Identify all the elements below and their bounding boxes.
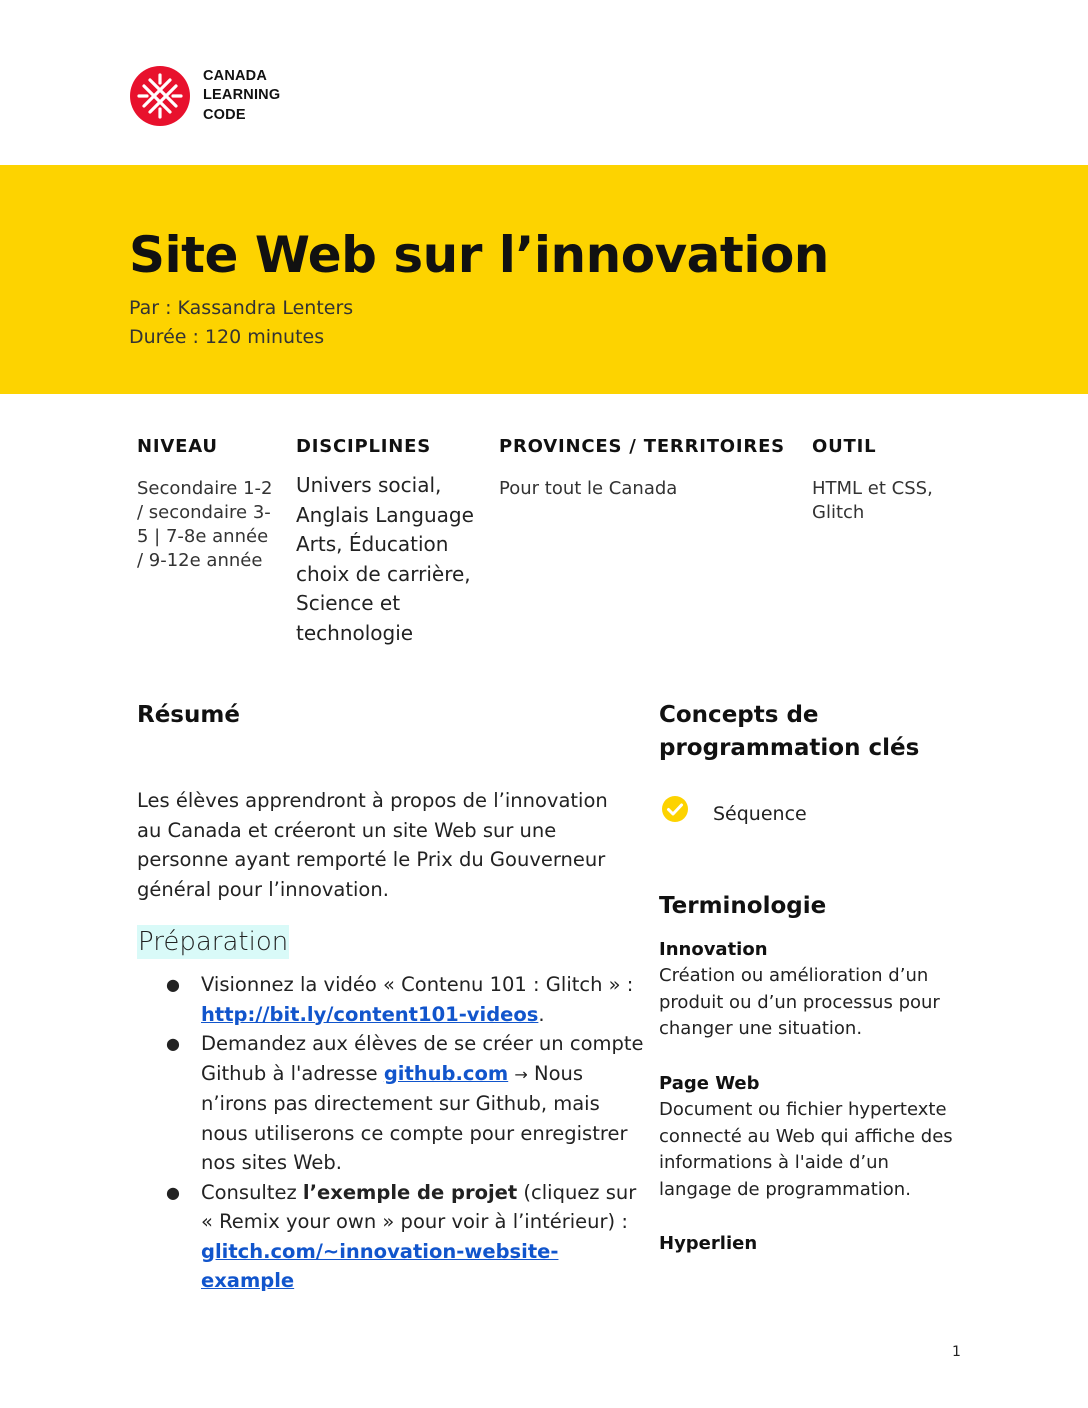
item-text: Demandez aux élèves de se créer un compte Github à l'adresse	[201, 1032, 644, 1085]
disciplines-value: Univers social, Anglais Language Arts, Éducation choix de carrière, Science et technologie	[296, 473, 474, 645]
concept-label: Séquence	[713, 803, 807, 825]
disciplines-heading: DISCIPLINES	[296, 436, 431, 457]
bullet-icon: ●	[166, 1034, 180, 1053]
term-item	[659, 937, 959, 1043]
item-text: (cliquez sur « Remix your own » pour voir à l’intérieur) :	[201, 1180, 637, 1233]
check-circle-icon	[659, 796, 691, 828]
logo-wordmark	[203, 67, 280, 126]
canada-learning-code-icon	[130, 66, 190, 126]
tool-value: HTML et CSS, Glitch	[812, 478, 933, 523]
page-title: Site Web sur l’innovation	[129, 226, 829, 284]
term-definition: Document ou fichier hypertexte connecté au Web qui affiche des informations à l'aide d’un langage de programmation.	[659, 1099, 953, 1200]
glitch-example-link[interactable]: glitch.com/~innovation-website-example	[201, 1239, 559, 1292]
list-item	[166, 1178, 646, 1296]
level-column	[137, 436, 273, 573]
author: Par : Kassandra Lenters	[129, 297, 354, 319]
term-name: Innovation	[659, 939, 768, 960]
content101-link[interactable]: http://bit.ly/content101-videos	[201, 1002, 539, 1026]
logo-line: CODE	[203, 106, 246, 123]
concepts-heading: Concepts de programmation clés	[659, 702, 920, 761]
github-link[interactable]: github.com	[383, 1061, 509, 1085]
term-name: Hyperlien	[659, 1233, 758, 1254]
bullet-icon: ●	[166, 975, 180, 994]
term-item	[659, 1231, 959, 1257]
level-value: Secondaire 1-2 / secondaire 3-5 | 7-8e année / 9-12e année	[137, 478, 273, 571]
logo-line: CANADA	[203, 67, 268, 84]
item-text: Visionnez la vidéo « Contenu 101 : Glitch » :	[201, 973, 634, 996]
item-text: Consultez	[201, 1180, 303, 1204]
tool-heading: OUTIL	[812, 436, 877, 457]
term-name: Page Web	[659, 1073, 760, 1094]
list-item	[166, 1029, 646, 1178]
provinces-column	[499, 436, 789, 501]
preparation-list	[166, 970, 646, 1296]
provinces-value: Pour tout le Canada	[499, 478, 678, 499]
preparation-heading: Préparation	[138, 927, 289, 957]
tool-column	[812, 436, 952, 525]
item-bold-text: l’exemple de projet	[302, 1180, 518, 1204]
term-definition: Création ou amélioration d’un produit ou d’un processus pour changer une situation.	[659, 965, 940, 1039]
summary-text: Les élèves apprendront à propos de l’innovation au Canada et créeront un site Web sur une personne ayant remporté le Prix du Gouverneur général pour l’innovation.	[137, 789, 608, 901]
summary-heading: Résumé	[137, 702, 240, 728]
bullet-icon: ●	[166, 1182, 180, 1202]
disciplines-column	[296, 436, 476, 648]
terminology-heading: Terminologie	[659, 893, 827, 919]
list-item	[166, 970, 646, 1029]
logo	[130, 66, 280, 126]
level-heading: NIVEAU	[137, 436, 218, 457]
concept-item	[659, 796, 807, 828]
page-number: 1	[952, 1344, 961, 1360]
duration: Durée : 120 minutes	[129, 326, 325, 348]
arrow-right-icon: →	[514, 1064, 528, 1084]
logo-line: LEARNING	[203, 87, 281, 104]
provinces-heading: PROVINCES / TERRITOIRES	[499, 436, 785, 457]
item-text: .	[538, 1002, 545, 1026]
item-text: Nous n’irons pas directement sur Github, mais nous utiliserons ce compte pour enregistrer nos sites Web.	[201, 1061, 628, 1174]
term-item	[659, 1071, 959, 1203]
